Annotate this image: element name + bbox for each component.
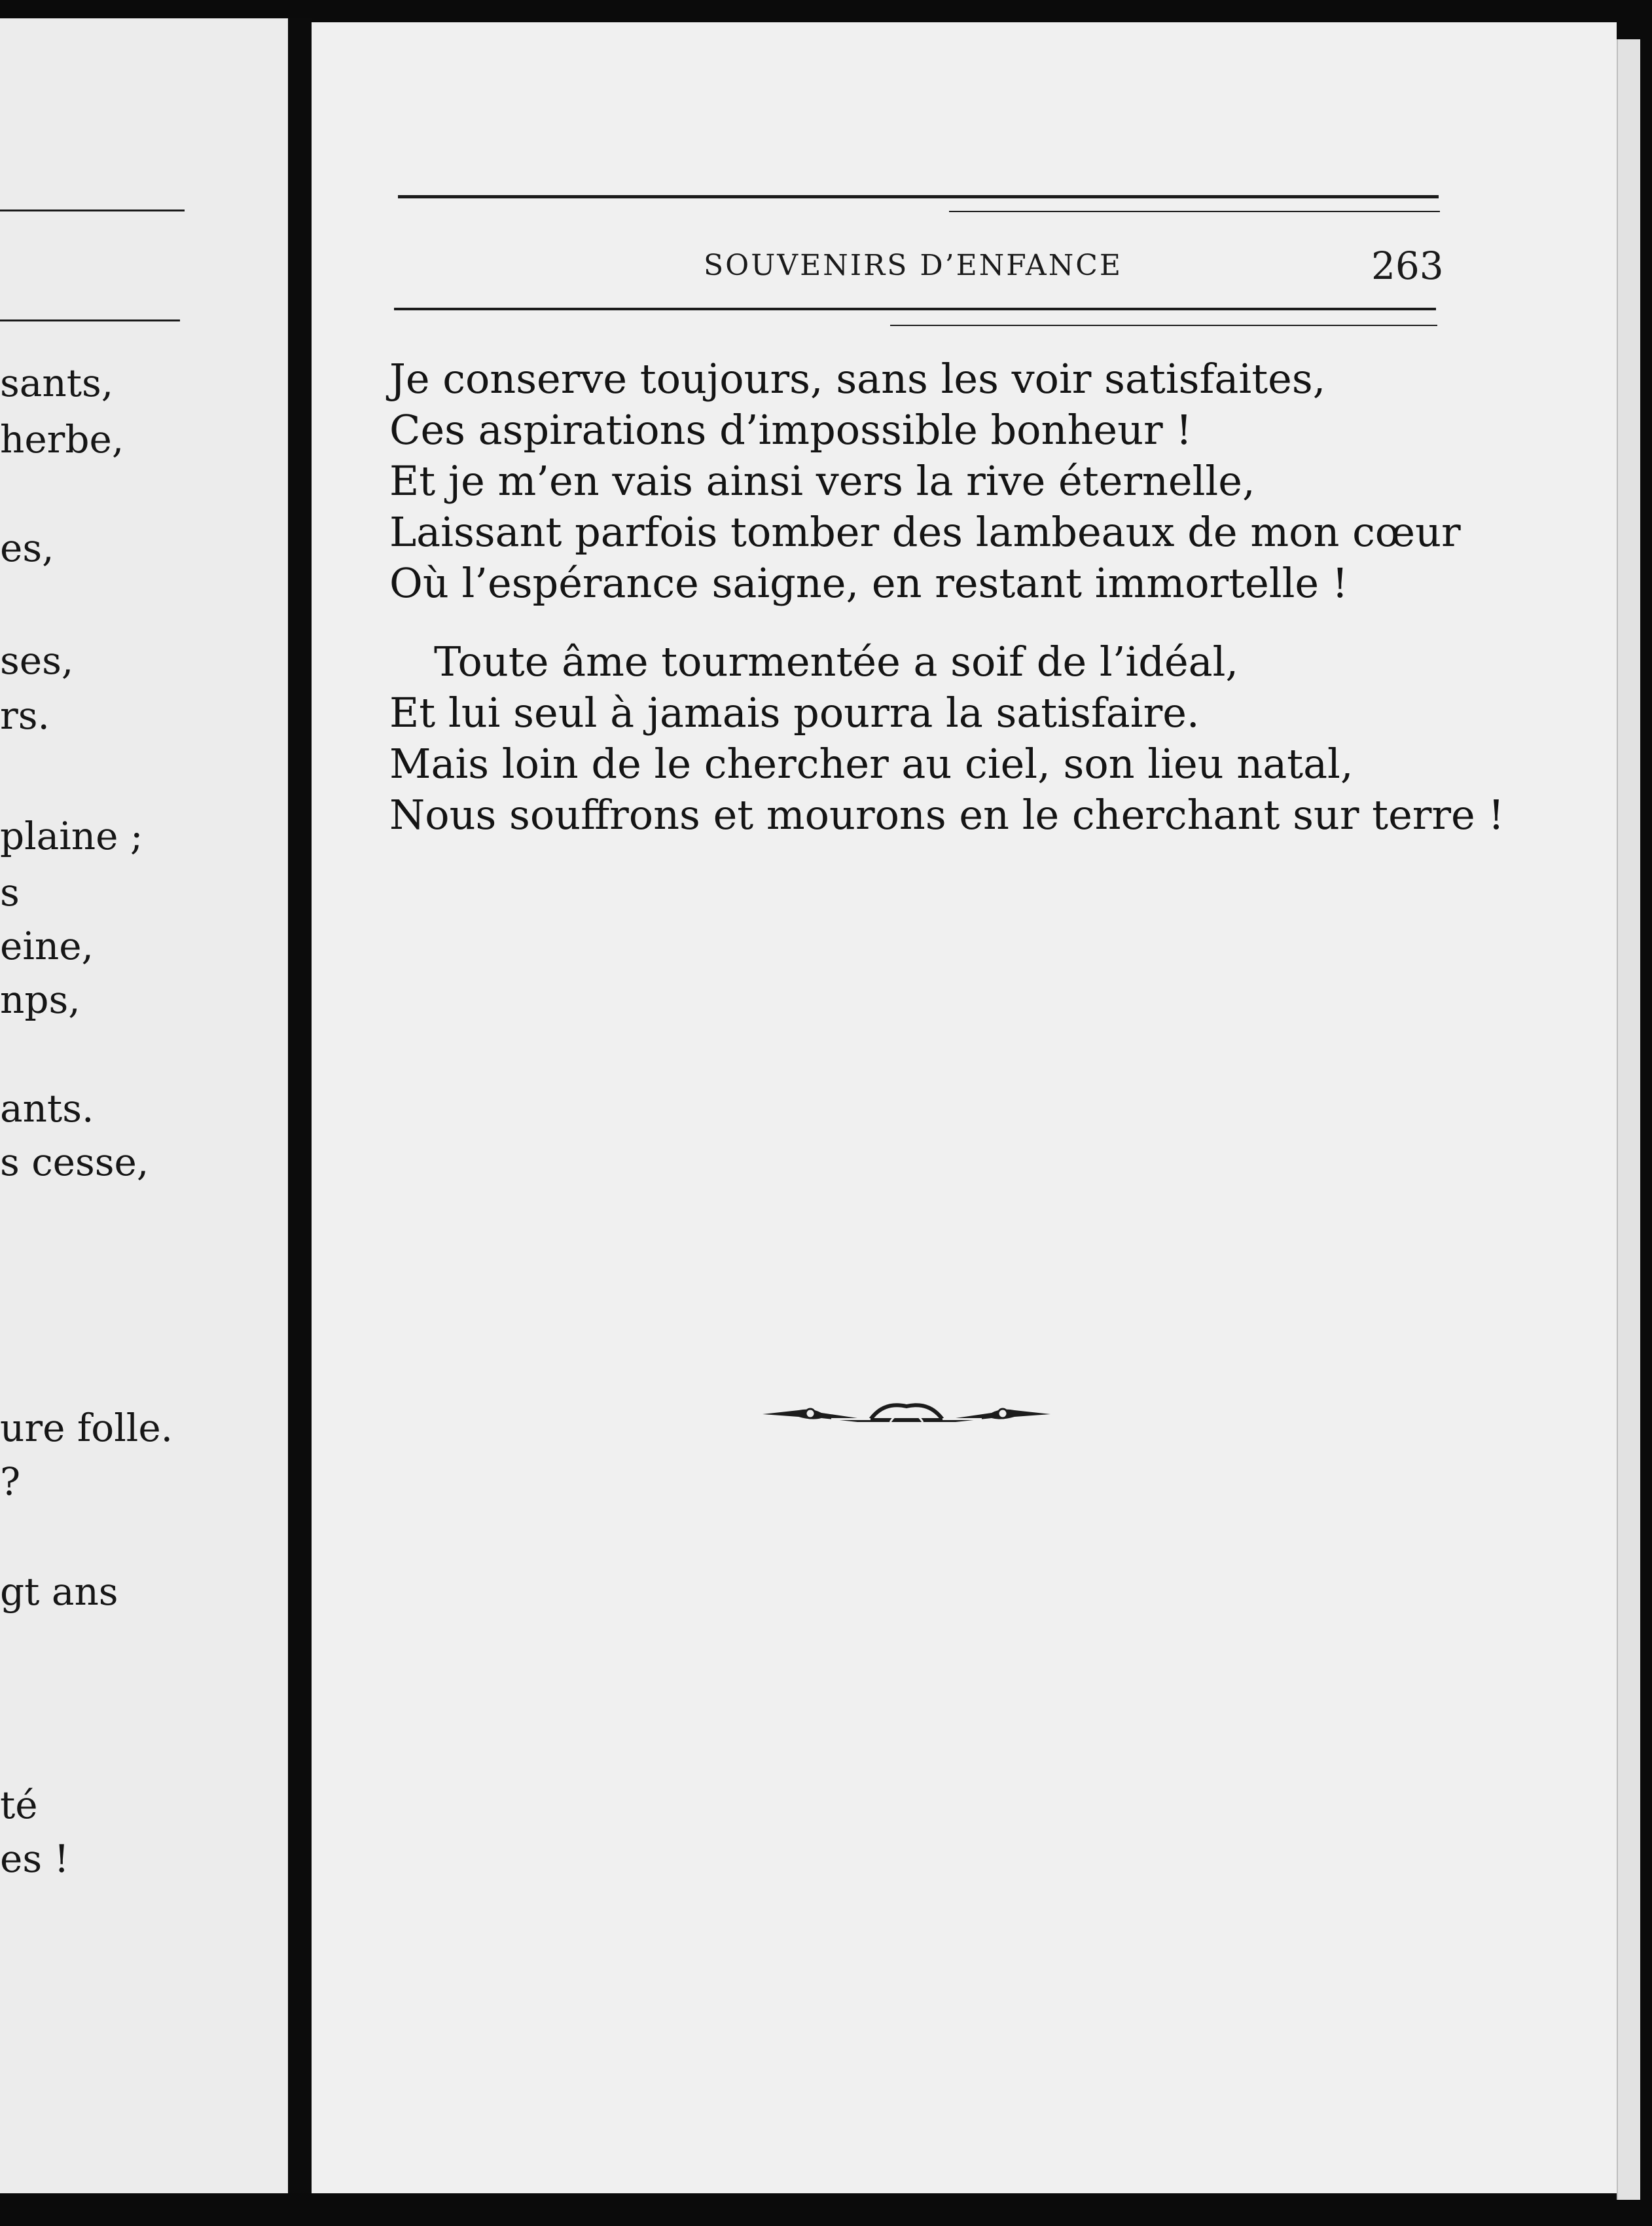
left-line: ?	[0, 1459, 21, 1504]
book-gutter	[288, 18, 312, 2193]
verse-line: Laissant parfois tomber des lambeaux de mon cœur	[389, 508, 1461, 556]
left-line: rs.	[0, 693, 50, 738]
left-line: es,	[0, 526, 54, 570]
left-line: plaine ;	[0, 814, 143, 858]
stanza	[389, 636, 1505, 841]
fleuron-icon	[759, 1393, 1054, 1432]
left-line: herbe,	[0, 417, 124, 462]
left-line: ses,	[0, 638, 74, 683]
verse-line: Toute âme tourmentée a soif de l’idéal,	[434, 638, 1239, 685]
stanza	[389, 354, 1461, 609]
left-facing-page	[0, 18, 288, 2193]
verse-line: Je conserve toujours, sans les voir satisfaites,	[389, 355, 1326, 403]
verse-line: Où l’espérance saigne, en restant immortelle !	[389, 559, 1348, 607]
left-line: s cesse,	[0, 1140, 149, 1184]
left-line: gt ans	[0, 1569, 118, 1614]
page-number: 263	[1371, 244, 1444, 288]
left-line: sants,	[0, 361, 114, 405]
left-line: es !	[0, 1836, 69, 1881]
verse-line: Et je m’en vais ainsi vers la rive éternelle,	[389, 457, 1255, 505]
left-line: eine,	[0, 924, 94, 968]
header-rule-bottom	[394, 308, 1436, 310]
verse-line: Et lui seul à jamais pourra la satisfaire.	[389, 689, 1200, 737]
left-line: ure folle.	[0, 1406, 173, 1450]
left-line: nps,	[0, 977, 81, 1022]
running-title: SOUVENIRS D’ENFANCE	[704, 249, 1122, 282]
left-page-text	[0, 18, 288, 2193]
left-line: s	[0, 870, 20, 915]
poem-body	[389, 354, 1505, 841]
right-page	[312, 22, 1617, 2193]
verse-line: Nous souffrons et mourons en le cherchant sur terre !	[389, 791, 1505, 839]
verse-line: Mais loin de le chercher au ciel, son lieu natal,	[389, 740, 1354, 788]
verse-line: Ces aspirations d’impossible bonheur !	[389, 406, 1193, 454]
header-rule-bottom-thin	[890, 325, 1437, 326]
header-rule-top-thin	[949, 211, 1440, 212]
left-line: té	[0, 1783, 38, 1827]
left-line: ants.	[0, 1086, 94, 1131]
page-edge	[1617, 39, 1640, 2200]
header-rule-top	[398, 195, 1439, 198]
